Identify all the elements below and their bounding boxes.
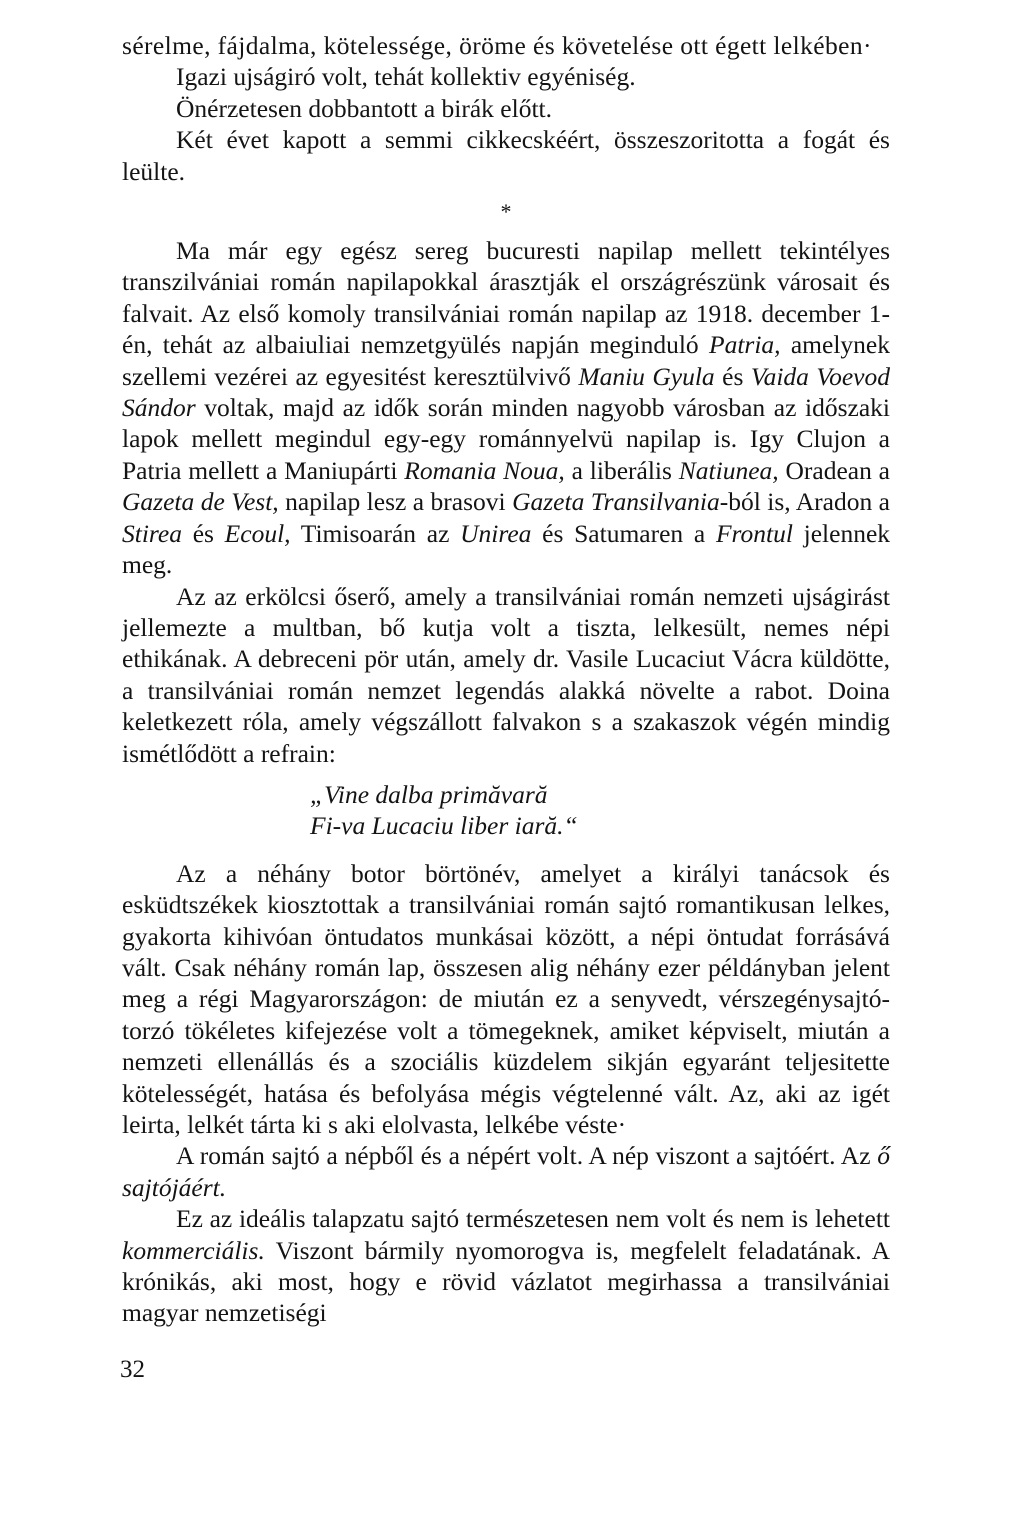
p4-text-6: Oradean a bbox=[778, 455, 890, 485]
p4-romania-noua: Romania Noua, bbox=[404, 455, 565, 485]
section-separator: * bbox=[500, 199, 512, 225]
paragraph-4 bbox=[122, 235, 890, 580]
paragraph-1: Igazi ujságiró volt, tehát kollektiv egyéniség. bbox=[176, 62, 636, 92]
page-number: 32 bbox=[120, 1356, 145, 1383]
p4-gazeta-transilvania: Gazeta Transilvania bbox=[512, 487, 720, 517]
paragraph-3: Két évet kapott a semmi cikkecskéért, összeszoritotta a fogát és leülte. bbox=[122, 125, 890, 186]
lead-paragraph: sérelme, fájdalma, kötelessége, öröme és követelése ott égett lelkében· bbox=[122, 31, 872, 60]
verse-quote bbox=[310, 779, 890, 842]
p4-ecoul: Ecoul, bbox=[224, 518, 291, 548]
p7-italic: ő sajtójáért. bbox=[122, 1141, 890, 1202]
p4-vaida: Vaida Voevod Sándor bbox=[122, 361, 890, 423]
p4-text-5: a liberális bbox=[564, 455, 679, 485]
document-page bbox=[122, 30, 890, 1329]
p4-unirea: Unirea bbox=[460, 518, 532, 548]
p4-text-3: és bbox=[714, 361, 751, 391]
paragraph-8 bbox=[122, 1203, 890, 1329]
p8-text-2: Viszont bármily nyomorogva is, megfelelt feladatának. A krónikás, aki most, hogy e rövid vázlatot megirhassa a transilvániai magyar nemzetiségi bbox=[122, 1235, 890, 1328]
paragraph-2: Önérzetesen dobbantott a birák előtt. bbox=[176, 93, 552, 123]
p4-frontul: Frontul bbox=[715, 518, 793, 548]
p4-text-9: és bbox=[181, 518, 225, 548]
p4-text-2: amelynek szellemi vezérei az egyesitést keresztülvivő bbox=[122, 330, 890, 391]
verse-line-2: Fi-va Lucaciu liber iară.“ bbox=[310, 811, 578, 841]
p7-text: A román sajtó a népből és a népért volt. A nép viszont a sajtóért. Az bbox=[176, 1141, 878, 1171]
p4-text-1: Ma már egy egész sereg bucuresti napilap mellett tekintélyes transzilvániai román napilapokkal árasztják el országrészünk városait és falvait. Az első komoly transilvániai román napilap az 1918. december 1-én, tehát az albaiuliai nemzetgyülés napján meginduló bbox=[122, 236, 890, 360]
p4-text-8: -ból is, Aradon a bbox=[719, 487, 890, 517]
verse-line-1: „Vine dalba primăvară bbox=[310, 779, 548, 809]
p8-italic: kommerciális. bbox=[122, 1235, 265, 1265]
p4-maniu: Maniu Gyula bbox=[578, 361, 715, 391]
p4-patria: Patria, bbox=[709, 330, 781, 360]
p4-text-12: jelennek meg. bbox=[122, 518, 891, 580]
p4-stirea: Stirea bbox=[122, 518, 182, 548]
paragraph-7 bbox=[122, 1140, 890, 1203]
p4-natiunea: Natiunea, bbox=[678, 455, 779, 485]
p4-text-4: voltak, majd az idők során minden nagyobb városban az időszaki lapok mellett megindul egy-egy románnyelvü napilap is. Igy Clujon a Patria mellett a Maniupárti bbox=[122, 393, 890, 485]
p4-text-11: és Satumaren a bbox=[531, 518, 716, 548]
p4-text-10: Timisoarán az bbox=[290, 518, 461, 548]
p4-text-7: napilap lesz a brasovi bbox=[278, 487, 513, 517]
paragraph-5: Az az erkölcsi őserő, amely a transilvániai román nemzeti ujságirást jellemezte a multban, bő kutja volt a tiszta, lelkesült, nemes népi ethikának. A debreceni pör után, amely dr. Vasile Lucaciut Vácra küldötte, a transilvániai román nemzet legendás alakká növelte a rabot. Doina keletkezett róla, amely végszállott falvakon s a szakaszok végén mindig ismétlődött a refrain: bbox=[122, 581, 890, 768]
p8-text-1: Ez az ideális talapzatu sajtó természetesen nem volt és nem is lehetett bbox=[176, 1204, 890, 1234]
paragraph-6: Az a néhány botor börtönév, amelyet a királyi tanácsok és esküdtszékek kiosztottak a transilvániai román sajtó romantikusan lelkes, gyakorta kihivóan öntudatos munkásai között, a népi öntudat forrásává vált. Csak néhány román lap, összesen alig néhány ezer példányban jelent meg a régi Magyarországon: de miután ez a senyvedt, vérszegénysajtó-torzó tökéletes kifejezése volt a tömegeknek, amiket képviselt, miután a nemzeti ellenállás és a szociális küzdelem sikján egyaránt teljesitette kötelességét, hatása és befolyása mégis végtelenné vált. Az, aki az igét leirta, lelkét tárta ki s aki elolvasta, lelkébe véste· bbox=[122, 858, 890, 1139]
p4-gazeta-de-vest: Gazeta de Vest, bbox=[122, 487, 279, 517]
